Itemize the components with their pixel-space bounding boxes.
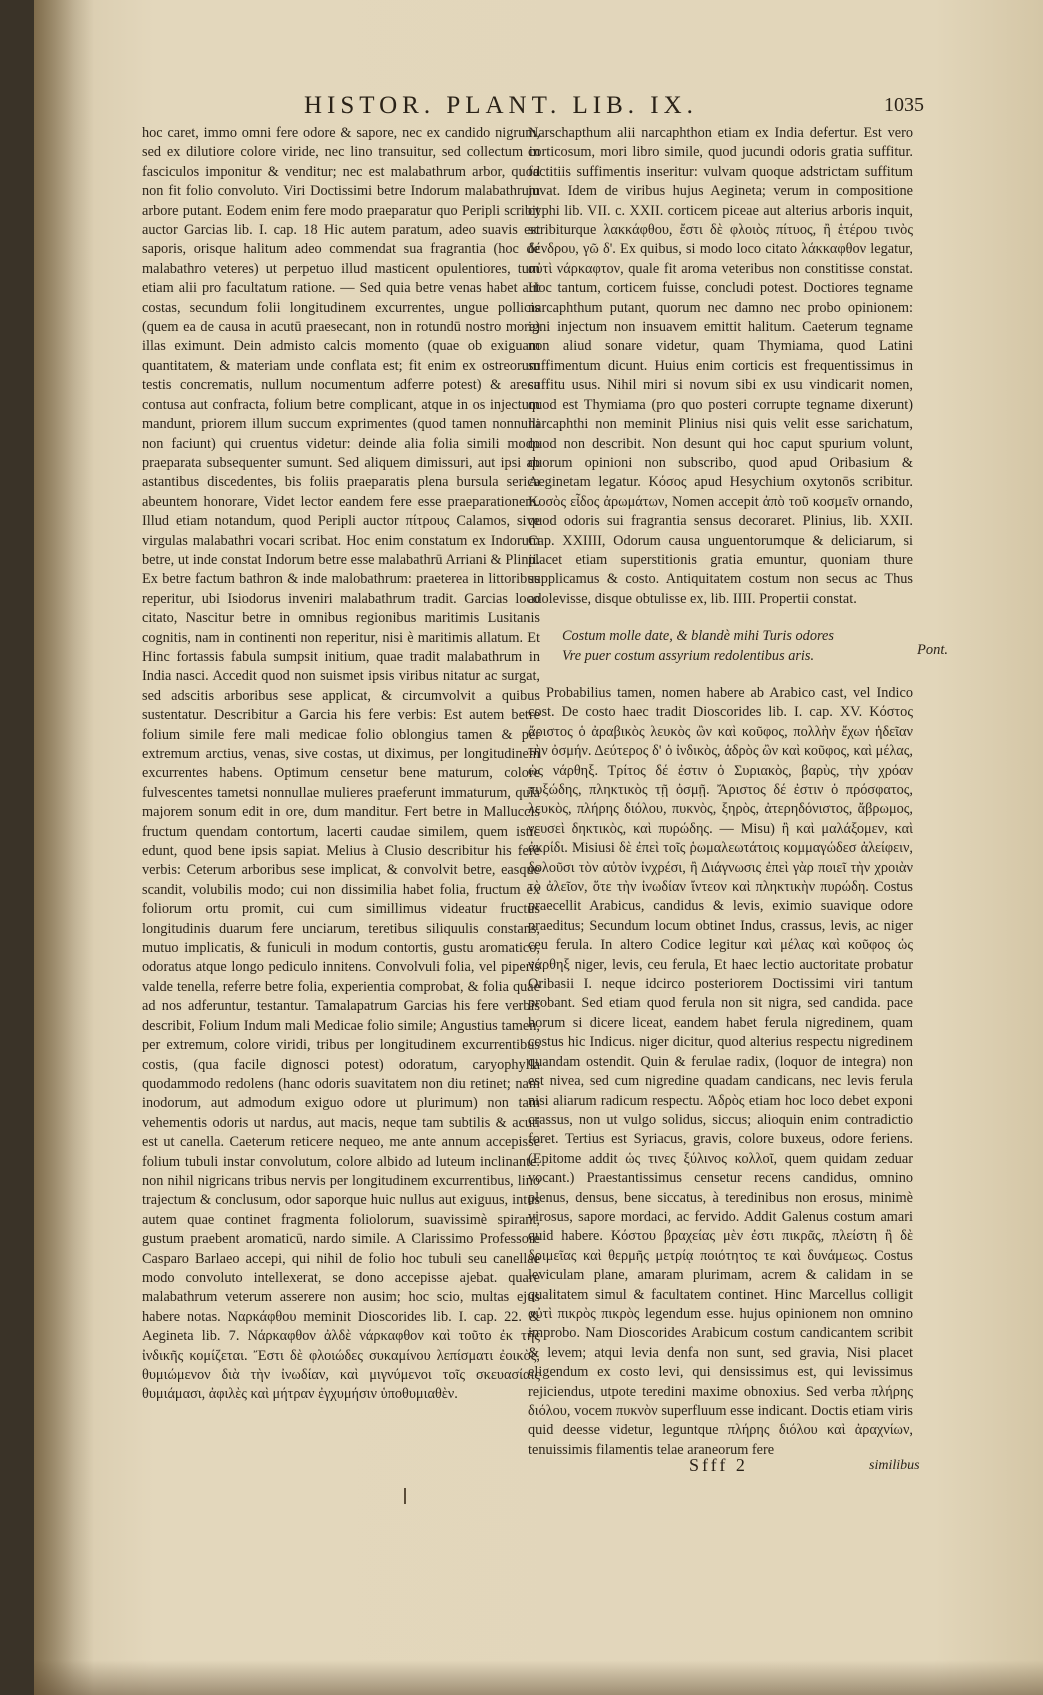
gutter-shadow [34, 0, 94, 1695]
left-paragraph: hoc caret, immo omni fere odore & sapore, nec ex candido nigrum, sed ex dilutiore colore viride, nec lino transuitur, sed collectum in fasciculos imponitur & venditur; nec est malabathrum arbor, quod non fit folio convoluto. Viri Doctissimi betre Indorum malabathrum arbore putant. Eodem enim fere modo praeparatur quo Peripli scribit auctor Garcias lib. I. cap. 18 Hic autem paratum, adeo suavis est saporis, orisque halitum adeo commendat sua fragrantia (hoc de malabathro veteres) ut perpetuo illud masticent opulentiores, tum etiam alii pro facultatum ratione. — Sed quia betre venas habet aut costas, secundum folii longitudinem excurrentes, ungue pollicis (quem ea de causa in acutū praesecant, non in rotundū nostro more) illas eximunt. Dein admisto calcis momento (quae ob exiguam quantitatem, & materiam unde conflata est; fit enim ex ostreorum testis concrematis, nullum nocumentum adferre potest) & areca contusa aut confracta, folium betre complicant, atque in os injectum mandunt, priorem illum succum exprimentes (quod tamen nonnulli non faciunt) qui cruentus videtur: deinde alia folia simili modo praeparata subsequenter sumunt. Sed aliquem dimissuri, aut ipsi ab astantibus discedentes, bis foliis praeparatis plena bursula serica abeuntem honorare, Videt lector eandem fere esse praeparationem. Illud etiam notandum, quod Peripli auctor πίτρους Calamos, sive virgulas malabathri vocari scribat. Hoc enim constatum ex Indorum betre, ut inde constat Indorum betre esse malabathrū Arriani & Plinii. Ex betre factum bathron & inde malobathrum: praeterea in littoribus reperitur, ubi Isiodorus inveniri malabathrum tradit. Garcias loco citato, Nascitur betre in omnibus regionibus maritimis Lusitanis cognitis, nam in continenti non reperitur, nisi è maritimis allatum. Et Hinc fortassis fabula sumpsit initium, quae tradit malabathrum in India nasci. Accedit quod non suismet ipsis viribus nitatur ac surgat, sed adscitis arboribus sese applicat, & circumvolvit a quibus sustentatur. Describitur a Garcia his fere verbis: Est autem betre folium simile fere mali medicae folio oblongius tamen & per extremum arctius, venas, sive costas, ut diximus, per longitudinem excurrentes habens. Optimum censetur bene maturum, colore fulvescentes tametsi nonnullae mulieres praeferunt immaturum, quia majorem sonum edit in ore, dum manditur. Fert betre in Malluccis fructum quendam contortum, lacerti caudae similem, quem istic edunt, quod bene ipsis sapiat. Melius à Clusio describitur his fere verbis: Ceterum arboribus sese implicat, & convolvit betre, easque scandit, volubilis modo; cui non dissimilia habet folia, fructum ex foliorum ortu promit, cui cum simillimus videatur fructus longitudinis duarum fere unciarum, teretibus siliquulis constans, mutuo implicatis, & funiculi in modum contortis, gustu aromatico, odoratus atque longo pediculo innitens. Convolvuli folia, vel piperis valde tenella, referre betre folia, experientia comprobat, & folia quae ad nos adferuntur, testantur. Tamalapatrum Garcias his fere verbis describit, Folium Indum mali Medicae folio simile; Angustius tamen, per extremum, colore viridi, tribus per longitudinem excurrentibus costis, (qua facile dignosci potest) odoratum, caryophylla quodammodo redolens (hanc odoris suavitatem non diu retinet; nam inodorum, aut admodum exiguo odore ut plurimum) non tam vehementis odoris ut nardus, aut macis, neque tam subtilis & acuti est ut canella. Caeterum reticere nequeo, me ante annum accepisse folium tubuli instar convolutum, colore albido ad luteum inclinante. non nihil nigricans tribus nervis per longitudinem excurrentibus, lino trajectum & conclusum, odor saporque huic nullus aut exiguus, intus autem quae continet fragmenta foliolorum, suavissimè spirant, gustum praebent aromaticū, nardo simile. A Clarissimo Professore Casparo Barlaeo accepi, qui nihil de folio hoc tubuli seu canellae modo convoluto intellexerat, se dono accepisse ajebat. quare malabathrum veterum asserere non ausim; hoc scio, multas ejus habere notas. Ναρκάφθου meminit Dioscorides lib. I. cap. 22. & Aegineta lib. 7. Νάρκαφθον ἀλδὲ νάρκαφθον καὶ τοῦτο ἐκ τῆς ἰνδικῆς κομίζεται. Ἔστι δὲ φλοιώδες συκαμίνου λεπίσματι ἐοικὸς, θυμιώμενον διὰ τὴν ἰνωδίαν, καὶ μιγνύμενοι τοῖς σκευασίαις θυμιάμασι, ἀφιλὲς καὶ μήτραν ἐγχυμήσιν ὑποθυμιαθὲν. [142, 125, 540, 1403]
left-column [142, 124, 540, 1524]
page-number: 1035 [884, 94, 924, 116]
right-paragraph: Probabilius tamen, nomen habere ab Arabico cast, vel Indico cost. De costo haec tradit Dioscorides lib. I. cap. XV. Κόστος ἄριστος ὁ ἀραβικὸς λευκὸς ὢν καὶ κοῦφος, πολλὴν ἔχων ἡδεῖαν τὴν ὀσμήν. Δεύτερος δ' ὁ ἰνδικὸς, ἁδρὸς ὢν καὶ κοῦφος, καὶ μέλας, ὡς νάρθηξ. Τρίτος δέ ἐστιν ὁ Συριακὸς, βαρὺς, τὴν χρόαν πυξώδης, πληκτικὸς τῇ ὀσμῇ. Ἄριστος δέ ἐστιν ὁ πρόσφατος, λευκὸς, πλήρης διόλου, πυκνὸς, ξηρὸς, ἀτερηδόνιστος, ἄβρωμος, γευσεὶ δηκτικὸς, καὶ πυρώδης. — Misu) ἢ καὶ μαλάξομεν, καὶ ἀκρίδι. Misiusi δὲ ἐπεὶ τοῖς ῥωμαλεωτάτοις κομμαγώδεσ ἀλείφειν, δολοῦσι τὸν αὐτὸν ἰνχρέσι, ἢ Διάγνωσις ἐπεὶ γὰρ ποιεῖ τὴν χροιὰν τὸ ἀλεῖον, ὅτε τὴν ἰνωδίαν ἴντεον καὶ πληκτικὴν πυρώδη. Costus praecellit Arabicus, candidus & levis, eximio suavique odore praeditus; Secundum locum obtinet Indus, crassus, levis, ac niger ceu ferula. In altero Codice legitur καὶ μέλας καὶ κοῦφος ὡς νάρθηξ niger, levis, ceu ferula, Et haec lectio auctoritate probatur Oribasii I. neque idcirco posteriorem Doctissimi viri tantum probant. Sed etiam quod ferula non sit nigra, sed candida. pace horum si dicere liceat, eandem habet ferula nigredinem, quam costus hic Indicus. niger dicitur, quod alterius respectu nigredinem quandam ostendit. Quin & ferulae radix, (loquor de integra) non est nivea, sed cum nigredine quadam candicans, nec levis ferula nisi aliarum radicum respectu. Ἁδρὸς etiam hoc loco debet exponi crassus, non ut vulgo solidus, siccus; alioquin enim contradictio foret. Tertius est Syriacus, gravis, colore buxeus, odore feriens. (Epitome addit ὡς τινες ξύλινος κολλοῖ, quem quidam zeduar vocant.) Praestantissimus censetur recens candidus, omnino plenus, densus, bene siccatus, à teredinibus non erosus, minimè virosus, sapore mordaci, ac fervido. Addit Galenus costum amari quid habere. Κόστου βραχείας μὲν ἐστι πικρᾶς, πλείστη ἢ δὲ δριμεῖας καὶ θερμῆς μετρίᾳ ποιότητος τε καὶ δυνάμεως. Costus leviculam plane, amaram plurimam, acrem & calidam in se qualitatem simul & facultatem continet. Hinc Marcellus colligit αὐτὶ πικρὸς πικρὸς legendum esse. hujus opinionem non omnino improbo. Nam Dioscorides Arabicum costum candicantem scribit & levem; atqui levia denfa non sunt, sed gravia, Nisi placet eligendum ex costo levi, qui densissimus est, qui levissimus rejiciendus, utpote teredini maxime obnoxius. Sed verba πλήρης διόλου, vocem πυκνὸν superfluum esse indicant. Doctis etiam viris quid deesse videtur, leguntque πλήρης διόλου καὶ ἀραχνίων, tenuissimis filamentis telae araneorum fere [528, 684, 913, 1458]
page-bottom-edge [34, 1660, 1043, 1695]
book-page [34, 0, 1043, 1695]
verse-line: Costum molle date, & blandè mihi Turis odores [562, 628, 834, 645]
running-header: HISTOR. PLANT. LIB. IX. [304, 92, 698, 119]
right-paragraph: Narschapthum alii narcaphthon etiam ex India defertur. Est vero corticosum, mori libro simile, quod jucundi odoris gratia suffitur. factitiis suffimentis inseritur: vulvam quoque adstrictam suffitum juvat. Idem de viribus hujus Aegineta; verum in compositione cyphi lib. VII. c. XXII. corticem piceae aut alterius arboris inquit, scribiturque λακκάφθου, ἔστι δὲ φλοιὸς πίτυος, ἢ ἑτέρου τινὸς δένδρου, γῶ δ'. Ex quibus, si modo loco citato λάκκαφθον legatur, αὐτὶ νάρκαφτον, quale fit aroma veteribus non constitisse constat. Hoc tantum, corticem fuisse, concludi potest. Doctiores tegname narcaphthum putant, quorum nec damno nec probo opinionem: igni injectum non insuavem emittit halitum. Caeterum tegname non aliud sonare videtur, quam Thymiama, quod Latini suffimentum dicunt. Huius enim corticis est frequentissimus in suffitu usus. Nihil miri si novum sibi ex usu vindicarit nomen, quod est Thymiama (pro quo posteri corrupte tegname dixerunt) narcaphthi non meminit Plinius nisi quis velit esse sarichatum, quod non describit. Non desunt qui hoc caput spurium volunt, quorum opinioni non subscribo, quod apud Oribasium & Aeginetam legatur. Κόσος apud Hesychium oxytonōs scribitur. Κοσὸς εἶδος ἀρωμάτων, Nomen accepit ἀπὸ τοῦ κοσμεῖν ornando, quod odoris sui fragrantia sensus decoraret. Plinius, lib. XXII. Cap. XXIIII, Odorum causa unguentorumque & deliciarum, si placet etiam superstitionis gratia emuntur, quoniam thure supplicamus & costo. Antiquitatem costum non secus ac Thus adolevisse, disque obtulisse ex, lib. IIII. Propertii constat. [528, 125, 913, 607]
catchword: similibus [869, 1458, 920, 1473]
verse-line: Vre puer costum assyrium redolentibus aris. [562, 647, 815, 664]
right-column [528, 124, 913, 1554]
signature-mark: Sfff 2 [689, 1455, 748, 1475]
stray-ink-mark [404, 1488, 406, 1504]
margin-note: Pont. [917, 642, 949, 658]
